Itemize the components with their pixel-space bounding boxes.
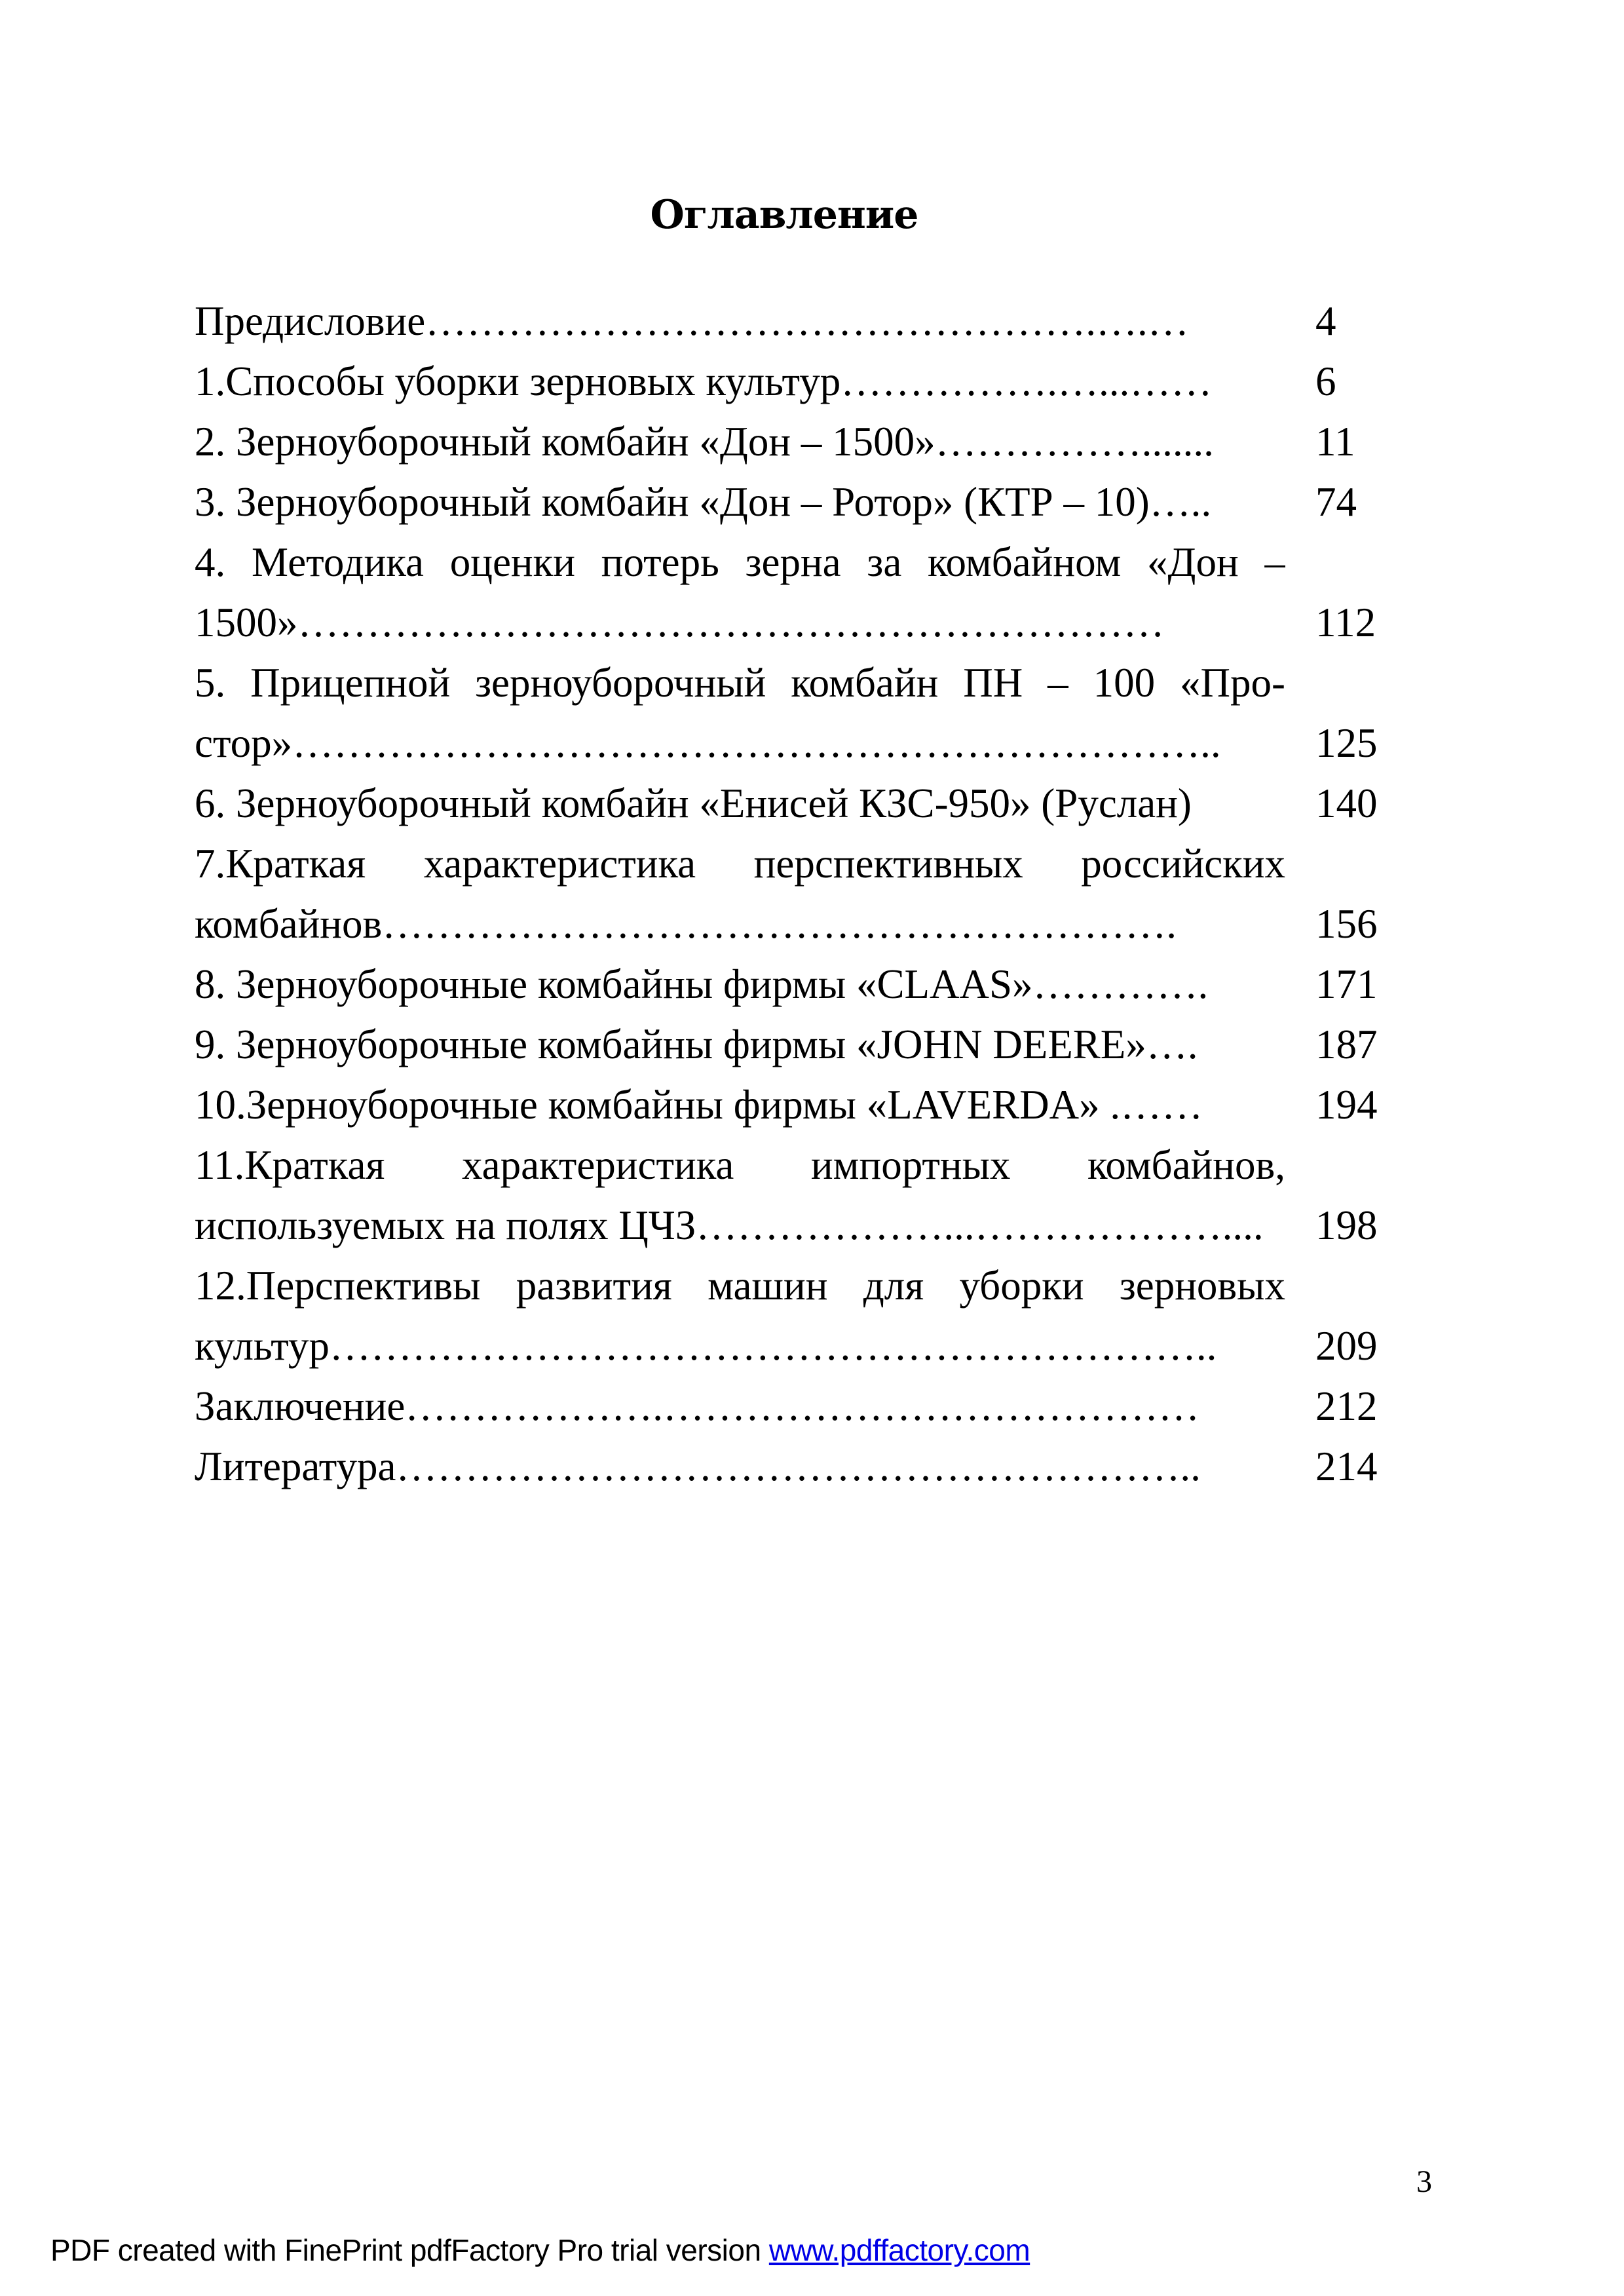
- toc-entry-chapter-7-line-2[interactable]: [195, 894, 1439, 954]
- toc-entry-page: 4: [1315, 298, 1336, 344]
- toc-entry-page: 125: [1315, 720, 1378, 766]
- toc-entry-chapter-8[interactable]: [195, 954, 1439, 1014]
- toc-entry-page: 194: [1315, 1082, 1378, 1128]
- toc-entry-page: 209: [1315, 1323, 1378, 1369]
- toc-entry-label: 2. Зерноуборочный комбайн «Дон – 1500»…………….......: [195, 419, 1214, 465]
- toc-entry-page: 74: [1315, 479, 1357, 525]
- toc-entry-chapter-11-line-2[interactable]: [195, 1195, 1439, 1255]
- toc-entry-page: 214: [1315, 1444, 1378, 1489]
- page-number: 3: [1416, 2164, 1432, 2199]
- toc-entry-preface[interactable]: [195, 291, 1439, 351]
- toc-entry-label: 1500»………………………………………………………: [195, 600, 1165, 645]
- toc-entry-page: 187: [1315, 1022, 1378, 1067]
- toc-entry-chapter-7-line-1[interactable]: [195, 833, 1439, 894]
- toc-entry-label: Литература…………………………………………………..: [195, 1444, 1201, 1489]
- toc-entry-page: 212: [1315, 1383, 1378, 1429]
- toc-entry-page: 11: [1315, 419, 1355, 465]
- toc-entry-label: 10.Зерноуборочные комбайны фирмы «LAVERDA» .……: [195, 1082, 1203, 1128]
- toc-entry-chapter-10[interactable]: [195, 1075, 1439, 1135]
- toc-entry-conclusion[interactable]: [195, 1376, 1439, 1436]
- toc-entry-label: культур………………………………………………………..: [195, 1323, 1217, 1369]
- toc-entry-label: 6. Зерноуборочный комбайн «Енисей КЗС-950» (Руслан): [195, 780, 1192, 826]
- page-title: Оглавление: [650, 192, 918, 238]
- toc-entry-page: 112: [1315, 600, 1376, 645]
- toc-entry-chapter-5-line-2[interactable]: [195, 713, 1439, 773]
- table-of-contents: [195, 291, 1439, 1497]
- toc-entry-label: 9. Зерноуборочные комбайны фирмы «JOHN DEERE»….: [195, 1022, 1198, 1067]
- toc-entry-label: 11.Краткая характеристика импортных комбайнов,: [195, 1142, 1285, 1188]
- toc-entry-label: 3. Зерноуборочный комбайн «Дон – Ротор» (КТР – 10)…..: [195, 479, 1212, 525]
- toc-entry-chapter-9[interactable]: [195, 1014, 1439, 1075]
- footer-link[interactable]: www.pdffactory.com: [768, 2233, 1030, 2267]
- toc-entry-label: 12.Перспективы развития машин для уборки зерновых: [195, 1263, 1285, 1309]
- toc-entry-chapter-11-line-1[interactable]: [195, 1135, 1439, 1195]
- toc-entry-label: 4. Методика оценки потерь зерна за комбайном «Дон –: [195, 539, 1285, 585]
- toc-entry-page: 171: [1315, 961, 1378, 1007]
- toc-entry-chapter-3[interactable]: [195, 472, 1439, 532]
- toc-entry-label: 1.Способы уборки зерновых культур…………….…...……: [195, 358, 1213, 404]
- toc-entry-page: 156: [1315, 901, 1378, 947]
- toc-entry-label: комбайнов………………………………………………….: [195, 901, 1177, 947]
- toc-entry-page: 140: [1315, 780, 1378, 826]
- footer-text: PDF created with FinePrint pdfFactory Pro trial version: [50, 2233, 769, 2267]
- toc-entry-label: 7.Краткая характеристика перспективных российских: [195, 841, 1285, 887]
- toc-entry-label: используемых на полях ЦЧЗ………………...………………....: [195, 1202, 1264, 1248]
- toc-entry-references[interactable]: [195, 1436, 1439, 1497]
- toc-entry-chapter-6[interactable]: [195, 773, 1439, 833]
- toc-entry-chapter-12-line-2[interactable]: [195, 1316, 1439, 1376]
- toc-entry-chapter-4-line-1[interactable]: [195, 532, 1439, 592]
- toc-entry-label: 8. Зерноуборочные комбайны фирмы «CLAAS»………….: [195, 961, 1209, 1007]
- toc-entry-page: 6: [1315, 358, 1336, 404]
- toc-entry-label: Заключение……………….…………………………………: [195, 1383, 1200, 1429]
- toc-entry-label: Предисловие………………………………………….….…: [195, 298, 1189, 344]
- toc-entry-chapter-12-line-1[interactable]: [195, 1255, 1439, 1316]
- toc-entry-chapter-5-line-1[interactable]: [195, 653, 1439, 713]
- toc-entry-chapter-2[interactable]: [195, 411, 1439, 472]
- toc-entry-page: 198: [1315, 1202, 1378, 1248]
- toc-entry-label: стор»…………………………………………………………..: [195, 720, 1221, 766]
- toc-entry-label: 5. Прицепной зерноуборочный комбайн ПН – 100 «Про-: [195, 660, 1285, 706]
- toc-entry-chapter-1[interactable]: [195, 351, 1439, 411]
- toc-entry-chapter-4-line-2[interactable]: [195, 592, 1439, 653]
- pdf-footer: [50, 2230, 1030, 2270]
